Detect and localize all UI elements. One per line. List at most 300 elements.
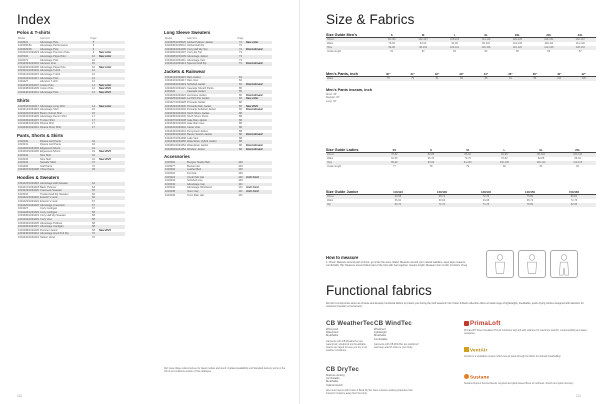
- size-cell: 76: [386, 77, 390, 81]
- index-cell: Discontinued: [246, 93, 263, 97]
- size-cell: 86-90: [391, 161, 398, 165]
- size-row: [326, 199, 596, 203]
- size-row-label: Waist: [327, 42, 334, 46]
- index-section: [164, 30, 272, 66]
- index-cell: Cozy Zip Top: [187, 51, 203, 55]
- left-page-number: 110: [17, 394, 23, 398]
- size-cell: 120-125: [512, 38, 522, 42]
- index-cell: [99, 236, 123, 240]
- index-cell: 68: [92, 217, 95, 221]
- index-cell: 66: [92, 189, 95, 193]
- index-cell: 6: [92, 44, 95, 48]
- index-cell: 14: [92, 87, 95, 91]
- index-cell: 1034453/1034454: [165, 147, 186, 151]
- index-cell: 68: [92, 214, 95, 218]
- index-cell: 1016002: [165, 168, 176, 172]
- size-cell: 92-98: [501, 153, 508, 157]
- size-row: [326, 195, 596, 199]
- index-cell: 88: [239, 140, 242, 144]
- size-cell: 90-94: [427, 161, 435, 165]
- index-cell: Basic Pullover: [40, 185, 57, 189]
- index-cell: New 2023: [99, 90, 111, 94]
- index-cell: Edgewood Shorts: [40, 150, 61, 154]
- size-cell: 78: [429, 165, 433, 169]
- size-cell: 114-120: [575, 42, 585, 46]
- index-cell: 12: [92, 69, 95, 73]
- size-cell: 132-137: [575, 38, 585, 42]
- index-cell: Spencer Half Zip: [187, 62, 207, 66]
- index-cell: Windsor Jacket: [187, 147, 205, 151]
- index-cell: 48: [92, 168, 95, 172]
- index-cell: 88: [239, 136, 242, 140]
- how-to-measure-title: How to measure: [326, 255, 359, 260]
- primaloft-logo-icon: [464, 321, 469, 326]
- size-row: [326, 50, 596, 54]
- index-cell: 85: [239, 90, 242, 94]
- index-cell: 1034431/1034432: [165, 108, 186, 112]
- index-cell: 1034437/1034438: [165, 118, 186, 122]
- index-cell: 1034440/1034441: [18, 232, 39, 236]
- index-cell: 100: [238, 164, 243, 168]
- index-cell: 1034430/1034431: [18, 214, 39, 218]
- inseam-short: Short: 30": [326, 93, 338, 96]
- index-cell: 44: [92, 139, 95, 143]
- index-cell: 70: [92, 235, 95, 239]
- size-cell: 81: [539, 165, 543, 169]
- index-cell: 1034407/1034408: [18, 168, 39, 172]
- index-cell: 86: [239, 100, 242, 104]
- index-cell: 88: [239, 111, 242, 115]
- index-cell: 1016010: [18, 192, 29, 196]
- index-cell: Discontinued: [246, 108, 263, 112]
- index-row: [17, 168, 125, 172]
- index-cell: 1034436/1034437: [18, 225, 39, 229]
- tech-drytec-desc: Also outer layers with Cutter & Buck DryTec have moisture wicking properties that transport moisture away from the body.: [326, 388, 413, 396]
- index-cell: Cascade Stretch Pants: [187, 86, 214, 90]
- index-cell: Rain Vest: [187, 79, 199, 83]
- index-cell: 66: [92, 192, 95, 196]
- index-cell: Riviera Short Shirt: [40, 126, 62, 130]
- index-cell: 68: [92, 221, 95, 225]
- index-cell: 101: [238, 193, 243, 197]
- size-col-label: 40": [557, 72, 562, 76]
- index-cell: Gale Rain Vest: [187, 122, 205, 126]
- size-cell: 82: [576, 165, 580, 169]
- mens-inseam: [326, 88, 406, 103]
- index-cell: 88: [239, 129, 242, 133]
- size-col-label: XL: [539, 148, 543, 152]
- index-cell: Nice Skirt: [40, 154, 52, 158]
- size-row: [326, 157, 596, 161]
- index-section: [17, 133, 125, 172]
- index-cell: 1016042: [18, 154, 29, 158]
- size-cell: 77: [392, 165, 396, 169]
- size-cell: 108-113: [450, 38, 460, 42]
- index-cell: Discontinued: [246, 47, 263, 51]
- index-cell: 1034423/1034424: [165, 93, 186, 97]
- index-cell: Perrywood Jacket: [187, 129, 208, 133]
- size-col-label: 130/140: [480, 190, 492, 194]
- bullet: Comfortable: [326, 377, 340, 381]
- index-cell: Advantage Jacket: [187, 54, 208, 58]
- size-col-label: 4XL: [577, 33, 583, 37]
- index-cell: 1034416/1034417: [18, 76, 39, 80]
- index-cell: 1016041: [18, 143, 29, 147]
- index-cell: 73: [239, 54, 242, 58]
- index-cell: 84: [239, 75, 242, 79]
- index-cell: 1034427: [18, 207, 29, 211]
- index-cell: 1034436/1034437: [18, 83, 39, 87]
- index-cell: Advance T-shirt: [40, 80, 58, 84]
- size-row-label: Waist: [327, 77, 334, 81]
- index-cell: Advance Polo: [40, 62, 57, 66]
- index-cell: Eclectic V-neck: [40, 199, 58, 203]
- index-cell: Visor Cap: [187, 189, 199, 193]
- index-cell: New color: [99, 51, 112, 55]
- index-cell: North Shore Pants: [187, 115, 209, 119]
- index-cell: 101: [238, 182, 243, 186]
- index-cell: 73: [239, 58, 242, 62]
- index-row: [17, 236, 125, 240]
- ventair-logo-icon: [464, 347, 469, 352]
- index-cell: 1034425/26: [18, 47, 32, 51]
- size-cell: 82-88: [537, 157, 545, 161]
- size-cell: 60-64: [438, 199, 446, 203]
- index-row: [164, 194, 272, 198]
- index-section: [164, 69, 272, 151]
- tech-primaloft: [464, 320, 588, 335]
- size-cell: 79: [411, 77, 415, 81]
- index-cell: 1034440/1034441: [18, 126, 39, 130]
- index-cell: Cotton Polo: [40, 87, 54, 91]
- index-cell: 17: [92, 115, 95, 119]
- size-cell: 116-122: [512, 46, 522, 50]
- index-cell: 1034425/1034426: [165, 97, 186, 101]
- index-cell: 1034427: [18, 80, 29, 84]
- index-cell: Chino Pants: [40, 168, 55, 172]
- tech-weathertec: [326, 320, 374, 353]
- index-cell: 1034440/1034441: [18, 90, 39, 94]
- index-cell: Advantage Premium Polo: [40, 51, 70, 55]
- index-cell: Advantage Wristband: [187, 186, 212, 190]
- size-cell: 66-70: [394, 203, 402, 207]
- size-cell: 86-92: [464, 153, 471, 157]
- index-cell: Ranier Stretch Jacket: [187, 133, 212, 137]
- size-fabrics-title: Size & Fabrics: [326, 12, 415, 27]
- index-cell: 44: [92, 150, 95, 154]
- index-column-1: [17, 30, 125, 243]
- index-cell: Discontinued: [246, 147, 263, 151]
- index-cell: 47: [92, 164, 95, 168]
- index-cell: Cozy Cardigan: [40, 207, 58, 211]
- size-cell: 84: [460, 77, 463, 81]
- index-cell: Premium Hood: [40, 228, 58, 232]
- sustane-logo-icon: [464, 374, 469, 379]
- index-cell: Nelson Hood: [40, 235, 55, 239]
- size-col-label: 2XL: [575, 148, 581, 152]
- header-cell: Model: [18, 37, 26, 40]
- index-footnote: Ref: www.clique-cutter-buck.eu for latest models and stock. Updated availability and Standard delivery terms in the Terms & Conditions section of this catalogue.: [164, 367, 286, 374]
- size-col-label: 32": [434, 72, 440, 76]
- index-cell: 1034428/1034429: [18, 210, 39, 214]
- index-section: [17, 98, 125, 130]
- header-cell: Page: [237, 37, 244, 40]
- index-cell: Advantage Cap: [187, 182, 205, 186]
- size-cell: 81: [435, 77, 439, 81]
- index-cell: Waterdown Hybrid Jacket: [187, 140, 217, 144]
- index-cell: Advantage Crewneck: [40, 203, 65, 207]
- index-cell: 1034418/1034419: [165, 82, 186, 86]
- index-cell: 1034404/1034405: [165, 47, 186, 51]
- index-cell: 72: [239, 44, 242, 48]
- size-col-label: S: [390, 33, 393, 37]
- size-row-label: Hips: [327, 161, 333, 165]
- index-cell: 67: [92, 203, 95, 207]
- index-cell: Advantage Polo: [40, 40, 59, 44]
- tech-drytec-name: DryTec: [337, 366, 359, 373]
- functional-fabrics-title: Functional fabrics: [326, 283, 432, 298]
- index-cell: 47: [92, 161, 95, 165]
- index-cell: [246, 194, 270, 198]
- bullet: Lightweight: [374, 331, 387, 335]
- section-heading: Polos & T-shirts: [17, 30, 51, 35]
- tech-ventair-name: VentAir: [470, 347, 488, 353]
- index-cell: 1016040: [18, 139, 29, 143]
- index-cell: 1015077: [165, 164, 176, 168]
- index-cell: 44: [92, 157, 95, 161]
- index-cell: Advantage Long Shirt: [40, 104, 65, 108]
- size-cell: 104-110: [450, 46, 460, 50]
- size-cell: 104-110: [573, 153, 583, 157]
- index-cell: 68: [92, 228, 95, 232]
- index-cell: 1034406: [18, 164, 29, 168]
- index-cell: Discontinued: [246, 82, 263, 86]
- size-cell: 80-84: [570, 195, 578, 199]
- index-cell: 68: [92, 225, 95, 229]
- size-cell: 78-84: [388, 42, 395, 46]
- index-cell: 1034438/1034439: [18, 122, 39, 126]
- index-cell: 17: [92, 122, 95, 126]
- tech-ventair-desc: VentAir is a ventilation system which lets air pass through the fabric for optimal breathability.: [464, 354, 562, 358]
- index-cell: 73: [239, 51, 242, 55]
- index-cell: 10: [92, 65, 95, 69]
- index-cell: 44: [92, 146, 95, 150]
- size-cell: 78-82: [391, 153, 398, 157]
- index-cell: 1034408/1034409: [165, 54, 186, 58]
- section-heading: Accessories: [164, 154, 190, 160]
- index-cell: Gale Rain Jacket: [187, 118, 207, 122]
- index-cell: 12: [92, 72, 95, 76]
- size-col-label: M: [421, 33, 425, 37]
- index-cell: 1015062: [165, 161, 176, 165]
- index-cell: Softshell Cap: [187, 179, 203, 183]
- index-cell: 1034439/1034440: [165, 122, 186, 126]
- index-cell: 84: [239, 79, 242, 83]
- index-cell: 67: [92, 207, 95, 211]
- index-cell: 84: [239, 82, 242, 86]
- index-cell: 1016021: [18, 40, 29, 44]
- index-cell: Tracker Half Zip Sweater: [40, 192, 69, 196]
- size-cell: 74-78: [482, 203, 490, 207]
- tech-drytec: [326, 366, 416, 395]
- index-cell: Arch Card: [246, 175, 259, 179]
- index-cell: Knit Hat: [187, 172, 197, 175]
- size-row: [326, 153, 596, 157]
- size-row: [326, 165, 596, 169]
- index-cell: 1034422/1034423: [18, 51, 39, 55]
- right-page-number: 111: [576, 394, 581, 398]
- index-cell: 73: [239, 62, 242, 66]
- mens-pants-table: [326, 72, 596, 81]
- index-cell: Advantage T-shirt: [40, 72, 61, 76]
- size-cell: 101: [557, 77, 562, 81]
- inseam-long: Long: 34": [326, 99, 337, 103]
- index-cell: 1034431/1034432: [18, 69, 39, 73]
- section-heading: Long Sleeve Sweaters: [164, 30, 211, 35]
- index-cell: 72: [239, 47, 242, 51]
- size-col-label: 31": [410, 72, 415, 76]
- size-guide-ladies: [326, 148, 596, 169]
- size-cell: 76-80: [526, 195, 534, 199]
- index-cell: Cozy Cardigan: [40, 210, 58, 214]
- functional-fabrics-intro: We don't compromise when we choose and develop functional fabrics to protect you during the Golf seasons! Our Cutter & Buck collection offers a broad range of lightweight, breathable, quick drying clothes designed with attention for maximum freedom of movement.: [326, 302, 584, 309]
- tech-prefix: CB: [374, 320, 384, 327]
- size-cell: 114-119: [481, 38, 491, 42]
- size-cell: 82: [421, 50, 425, 54]
- size-col-label: 140/150: [524, 190, 536, 194]
- size-cell: 68-72: [526, 199, 534, 203]
- index-cell: 1016016: [165, 172, 176, 175]
- index-cell: 66: [92, 196, 95, 200]
- index-cell: 1034425/1034426: [18, 203, 39, 207]
- index-cell: 1034451/1034452: [165, 144, 186, 148]
- index-cell: Advantage Cardigan: [40, 225, 64, 229]
- index-cell: Waterdown Jacket: [187, 144, 209, 148]
- size-cell: 82-86: [427, 153, 435, 157]
- size-cell: 91: [509, 77, 512, 81]
- index-cell: 1034438/1034439: [18, 228, 39, 232]
- tech-primaloft-desc: PrimaLoft® Silver Insulation Hi-Loft combines high loft with softness for maximum warmth, compressibility and water-resistance.: [464, 329, 588, 336]
- index-cell: 1034422: [165, 90, 176, 94]
- index-cell: Arch Card: [246, 189, 259, 193]
- index-cell: Global Pullover Jacket: [187, 40, 213, 44]
- index-cell: Riviera Shirt: [40, 122, 55, 126]
- index-cell: 1034421/1034422: [18, 196, 39, 200]
- size-cell: 98-104: [419, 46, 428, 50]
- index-cell: 1016045: [165, 189, 176, 193]
- size-cell: 82-86: [570, 203, 578, 207]
- size-guide-junior: [326, 190, 596, 207]
- bullet: Breathable: [374, 334, 387, 338]
- index-cell: Advantage Pullover: [40, 221, 63, 225]
- index-cell: Cotton Polo: [40, 83, 54, 87]
- index-cell: Global Half Zip: [187, 44, 205, 48]
- index-cell: Riviera Golf Pants: [40, 139, 61, 143]
- index-section: [164, 154, 272, 197]
- index-cell: Discontinued: [246, 133, 263, 137]
- size-row-label: Chest: [327, 38, 334, 42]
- index-cell: 100: [238, 168, 243, 172]
- size-row-label: Chest: [327, 153, 334, 157]
- size-cell: 102-108: [512, 42, 522, 46]
- size-col-label: 120/130: [436, 190, 448, 194]
- index-cell: 86: [239, 93, 242, 97]
- size-cell: 70-76: [464, 157, 471, 161]
- size-cell: 110-116: [481, 46, 491, 50]
- size-row-label: Waist: [327, 157, 334, 161]
- index-cell: New color: [99, 65, 112, 69]
- size-cell: 62-66: [391, 157, 398, 161]
- index-cell: 6: [92, 51, 95, 55]
- index-cell: 1034423/1034424: [18, 199, 39, 203]
- index-cell: [99, 168, 123, 172]
- size-row-label: Inside length: [327, 165, 342, 169]
- index-cell: 1034434/1034435: [18, 65, 39, 69]
- size-table-title: Size Guide Junior: [326, 190, 359, 194]
- index-cell: Eclectic V-neck: [40, 196, 58, 200]
- index-cell: 1034414/1034415: [18, 108, 39, 112]
- size-cell: 70-74: [438, 203, 446, 207]
- index-cell: Advantage Performance: [40, 44, 68, 48]
- index-cell: 64: [92, 182, 95, 185]
- index-cell: Edgewood Shorts: [40, 146, 61, 150]
- index-cell: Cozy Half Zip Sweater: [40, 214, 66, 218]
- tech-sustane: [464, 374, 588, 385]
- index-cell: Advantage Shirt: [40, 108, 59, 112]
- size-cell: 84-90: [419, 42, 427, 46]
- section-heading: Jackets & Rainwear: [164, 68, 206, 74]
- index-cell: Pinnacle Jacket: [187, 100, 206, 104]
- index-cell: 1034420/1034421: [165, 86, 186, 90]
- bullet: Wind proof: [326, 328, 339, 331]
- index-cell: 12: [92, 76, 95, 80]
- index-cell: 10: [92, 58, 95, 62]
- index-cell: 1034404/1034405: [18, 150, 39, 154]
- size-col-label: 34": [483, 72, 489, 76]
- index-cell: 1034435/1034436: [165, 115, 186, 119]
- index-cell: Button Oxford Shirt: [40, 111, 63, 115]
- index-cell: 1034442/1034443: [18, 235, 39, 239]
- section-heading: Shirts: [17, 97, 30, 103]
- index-cell: Lake Vest: [187, 136, 199, 140]
- index-cell: 86: [239, 97, 242, 101]
- index-cell: 100: [238, 172, 243, 175]
- index-cell: 14: [92, 104, 95, 108]
- size-row: [326, 46, 596, 50]
- tech-ventair: [464, 347, 588, 358]
- index-cell: 85: [239, 86, 242, 90]
- size-col-label: S: [430, 148, 432, 152]
- index-cell: Bungee Towels Belt: [187, 161, 210, 165]
- size-col-label: XL: [484, 33, 488, 37]
- size-cell: 56-60: [394, 199, 402, 203]
- size-col-label: 33": [459, 72, 464, 76]
- size-cell: 102-107: [418, 38, 428, 42]
- index-cell: La Pitch Pro Jacket: [187, 97, 210, 101]
- index-cell: New color: [99, 54, 112, 58]
- index-cell: Trucker Shirt: [40, 118, 55, 122]
- index-cell: 1016044: [18, 161, 29, 165]
- size-cell: 126-131: [544, 38, 554, 42]
- tech-primaloft-name: PrimaLoft: [470, 320, 501, 327]
- tech-weathertec-name: WeatherTec: [337, 320, 374, 327]
- header-cell: Model: [165, 37, 173, 40]
- size-cell: 81: [390, 50, 394, 54]
- index-cell: 67: [92, 199, 95, 203]
- size-cell: 78-82: [526, 203, 534, 207]
- index-cell: Golf Pants: [40, 164, 53, 168]
- index-cell: 1034445/1034446: [165, 133, 186, 137]
